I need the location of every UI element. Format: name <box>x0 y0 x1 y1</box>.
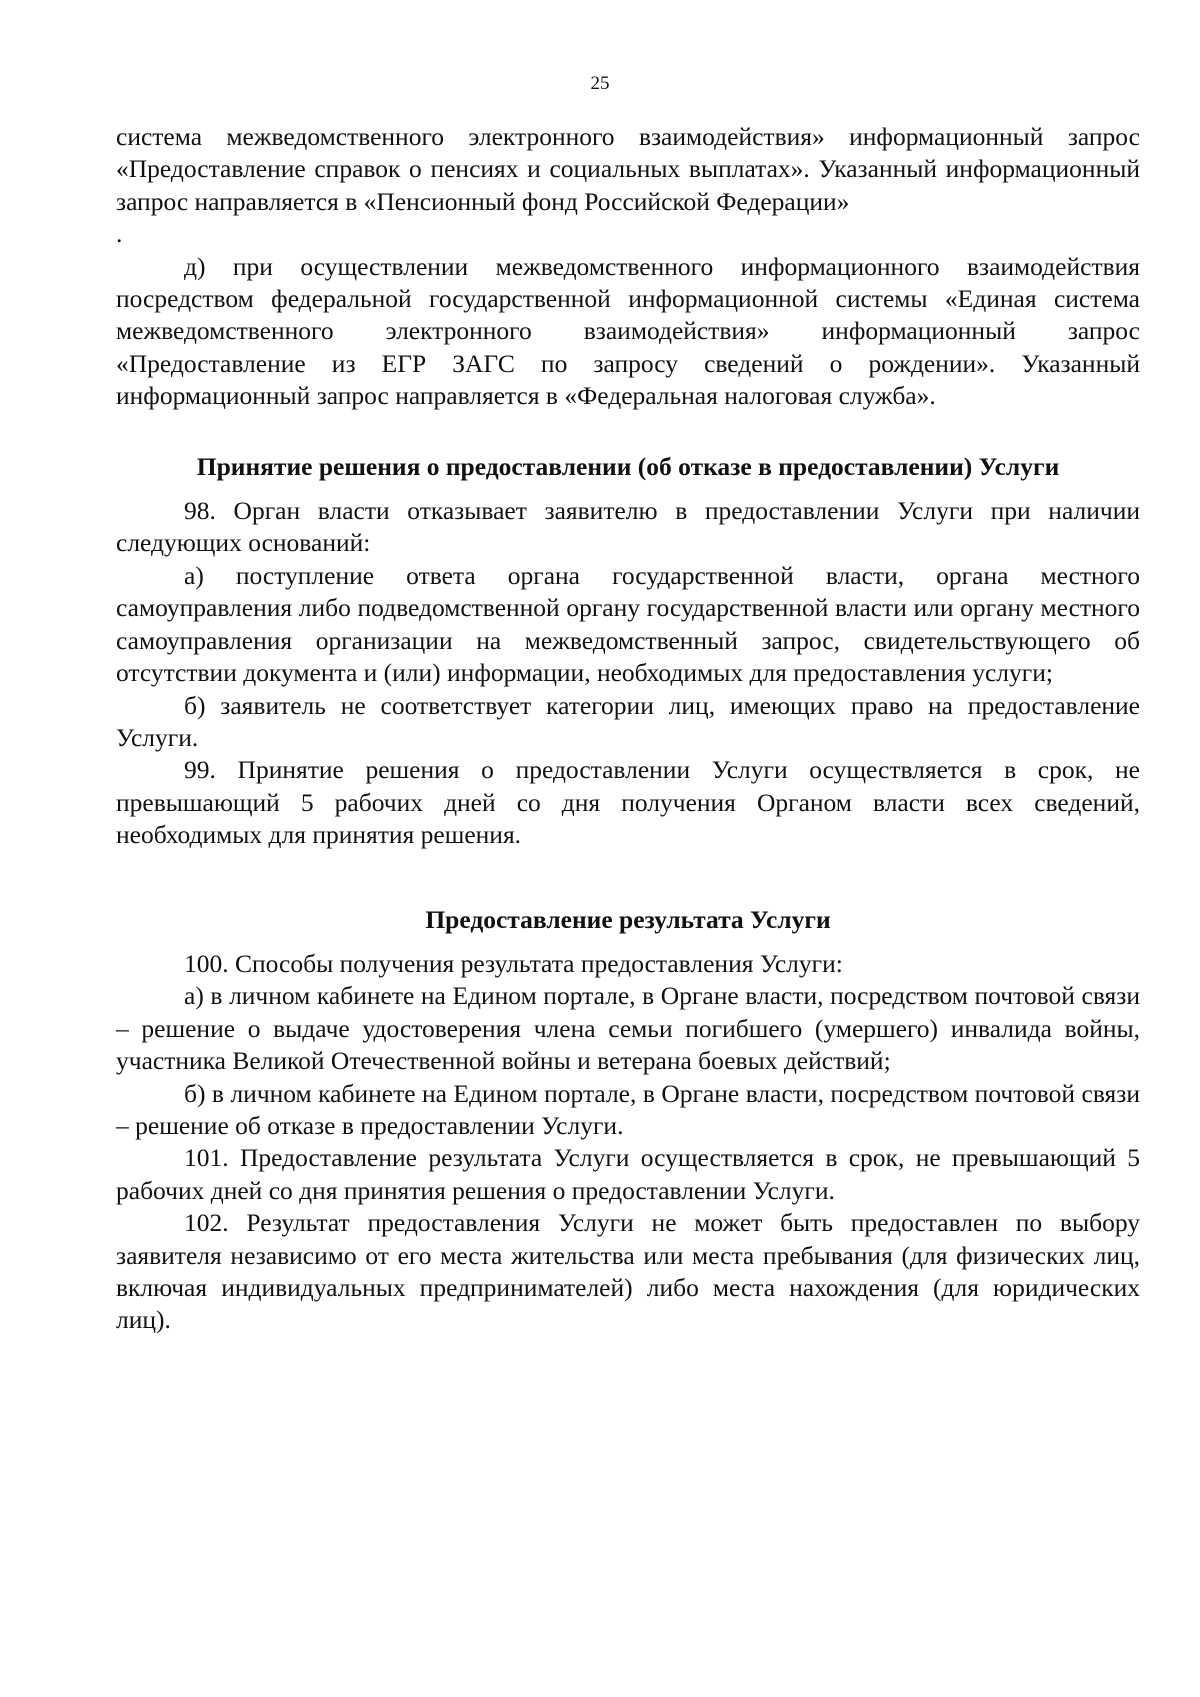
paragraph-100-a: а) в личном кабинете на Едином портале, в Органе власти, посредством почтовой связи – решение о выдаче удостоверения члена семьи погибшего (умершего) инвалида войны, участника Великой Отечественной войны и ветерана боевых действий; <box>116 981 1140 1076</box>
page-number: 25 <box>590 73 610 94</box>
paragraph-100-b: б) в личном кабинете на Едином портале, в Органе власти, посредством почтовой связи – решение об отказе в предоставлении Услуги. <box>116 1078 1140 1140</box>
spacer <box>116 936 1140 948</box>
paragraph-item-d: д) при осуществлении межведомственного информационного взаимодействия посредством федеральной государственной информационной системы «Единая система межведомственного электронного взаимодействия» информационный запрос «Предоставление из ЕГР ЗАГС по запросу сведений о рождении». Указанный информационный запрос направляется в «Федеральная налоговая служба». <box>116 251 1140 411</box>
paragraph-101: 101. Предоставление результата Услуги осуществляется в срок, не превышающий 5 рабочих дней со дня принятия решения о предоставлении Услуги. <box>116 1143 1140 1205</box>
spacer <box>116 413 1140 451</box>
document-body <box>116 121 1140 1337</box>
paragraph-98-b: б) заявитель не соответствует категории лиц, имеющих право на предоставление Услуги. <box>116 690 1140 752</box>
paragraph-stray-period: . <box>116 219 123 249</box>
paragraph-98-a: а) поступление ответа органа государственной власти, органа местного самоуправления либо подведомственной органу государственной власти или органу местного самоуправления организации на межведомственный запрос, свидетельствующего об отсутствии документа и (или) информации, необходимых для предоставления услуги; <box>116 560 1140 688</box>
paragraph-102: 102. Результат предоставления Услуги не может быть предоставлен по выбору заявителя независимо от его места жительства или места пребывания (для физических лиц, включая индивидуальных предпринимателей) либо места нахождения (для юридических лиц). <box>116 1208 1140 1335</box>
paragraph-99: 99. Принятие решения о предоставлении Услуги осуществляется в срок, не превышающий 5 рабочих дней со дня получения Органом власти всех сведений, необходимых для принятия решения. <box>116 755 1140 850</box>
section-heading-decision: Принятие решения о предоставлении (об отказе в предоставлении) Услуги <box>196 451 1060 481</box>
paragraph-100: 100. Способы получения результата предоставления Услуги: <box>184 948 843 978</box>
spacer <box>116 483 1140 495</box>
section-heading-result: Предоставление результата Услуги <box>425 904 831 934</box>
paragraph-98: 98. Орган власти отказывает заявителю в предоставлении Услуги при наличии следующих оснований: <box>116 496 1140 558</box>
paragraph-continuation: система межведомственного электронного взаимодействия» информационный запрос «Предоставление справок о пенсиях и социальных выплатах». Указанный информационный запрос направляется в «Пенсионный фонд Российской Федерации» <box>116 122 1140 216</box>
spacer <box>116 852 1140 904</box>
